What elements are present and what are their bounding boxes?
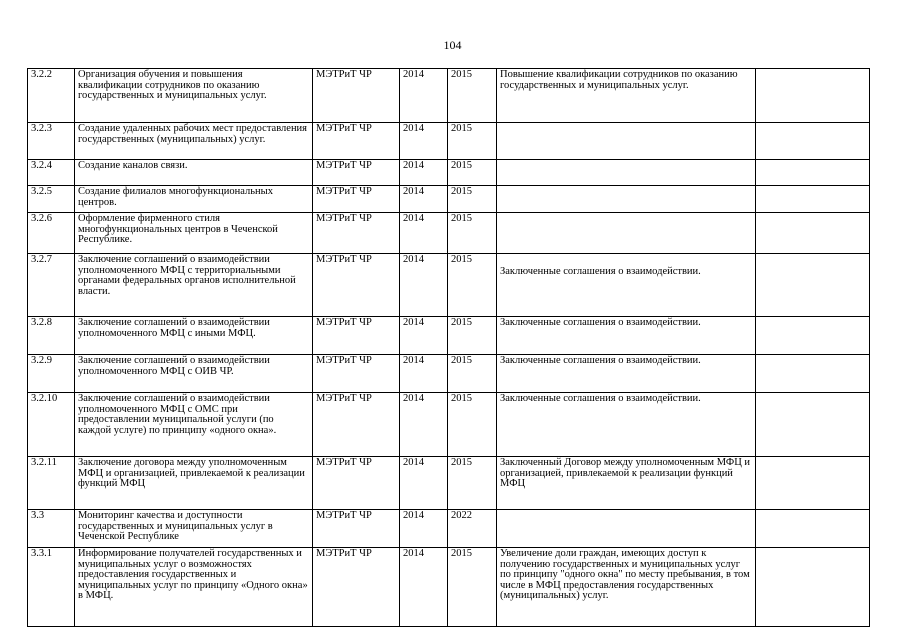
result-cell bbox=[497, 213, 756, 254]
table-row bbox=[28, 510, 870, 548]
table-row bbox=[28, 213, 870, 254]
executor-cell: МЭТРиТ ЧР bbox=[313, 160, 400, 186]
activity-name-cell: Информирование получателей государственных и муниципальных услуг о возможностях предоставления государственных и муниципальных услуг по принципу «Одного окна» в МФЦ. bbox=[75, 548, 313, 627]
result-cell: Увеличение доли граждан, имеющих доступ к получению государственных и муниципальных услуг по принципу "одного окна" по месту пребывания, в том числе в МФЦ предоставления государственных (муниципальных) услуг. bbox=[497, 548, 756, 627]
end-year-cell: 2015 bbox=[448, 254, 497, 317]
result-cell: Заключенные соглашения о взаимодействии. bbox=[497, 317, 756, 355]
result-cell: Заключенные соглашения о взаимодействии. bbox=[497, 393, 756, 457]
extra-cell bbox=[756, 393, 870, 457]
result-cell bbox=[497, 186, 756, 213]
end-year-cell: 2015 bbox=[448, 69, 497, 123]
activity-name-cell: Заключение договора между уполномоченным МФЦ и организацией, привлекаемой к реализации функций МФЦ bbox=[75, 457, 313, 510]
extra-cell bbox=[756, 160, 870, 186]
extra-cell bbox=[756, 254, 870, 317]
executor-cell: МЭТРиТ ЧР bbox=[313, 254, 400, 317]
row-number-cell: 3.2.10 bbox=[28, 393, 75, 457]
executor-cell: МЭТРиТ ЧР bbox=[313, 457, 400, 510]
plan-table bbox=[27, 68, 870, 627]
row-number-cell: 3.2.7 bbox=[28, 254, 75, 317]
row-number-cell: 3.2.4 bbox=[28, 160, 75, 186]
table-row bbox=[28, 186, 870, 213]
row-number-cell: 3.2.5 bbox=[28, 186, 75, 213]
result-cell: Заключенный Договор между уполномоченным МФЦ и организацией, привлекаемой к реализации функций МФЦ bbox=[497, 457, 756, 510]
start-year-cell: 2014 bbox=[400, 160, 448, 186]
end-year-cell: 2015 bbox=[448, 457, 497, 510]
end-year-cell: 2015 bbox=[448, 317, 497, 355]
extra-cell bbox=[756, 457, 870, 510]
activity-name-cell: Создание удаленных рабочих мест предоставления государственных (муниципальных) услуг. bbox=[75, 123, 313, 160]
activity-name-cell: Заключение соглашений о взаимодействии уполномоченного МФЦ с ОМС при предоставлении муниципальной услуги (по каждой услуге) по принципу «одного окна». bbox=[75, 393, 313, 457]
start-year-cell: 2014 bbox=[400, 548, 448, 627]
activity-name-cell: Мониторинг качества и доступности государственных и муниципальных услуг в Чеченской Республике bbox=[75, 510, 313, 548]
activity-name-cell: Заключение соглашений о взаимодействии уполномоченного МФЦ с территориальными органами федеральных органов исполнительной власти. bbox=[75, 254, 313, 317]
result-cell bbox=[497, 160, 756, 186]
extra-cell bbox=[756, 548, 870, 627]
table-row bbox=[28, 160, 870, 186]
executor-cell: МЭТРиТ ЧР bbox=[313, 213, 400, 254]
extra-cell bbox=[756, 355, 870, 393]
table-row bbox=[28, 69, 870, 123]
result-cell bbox=[497, 510, 756, 548]
activity-name-cell: Создание филиалов многофункциональных центров. bbox=[75, 186, 313, 213]
table-row bbox=[28, 254, 870, 317]
executor-cell: МЭТРиТ ЧР bbox=[313, 69, 400, 123]
end-year-cell: 2015 bbox=[448, 355, 497, 393]
start-year-cell: 2014 bbox=[400, 123, 448, 160]
page-number: 104 bbox=[443, 38, 462, 52]
start-year-cell: 2014 bbox=[400, 186, 448, 213]
row-number-cell: 3.2.3 bbox=[28, 123, 75, 160]
result-text: Заключенные соглашения о взаимодействии. bbox=[500, 266, 701, 277]
end-year-cell: 2015 bbox=[448, 213, 497, 254]
row-number-cell: 3.2.11 bbox=[28, 457, 75, 510]
start-year-cell: 2014 bbox=[400, 393, 448, 457]
executor-cell: МЭТРиТ ЧР bbox=[313, 123, 400, 160]
activity-name-cell: Оформление фирменного стиля многофункциональных центров в Чеченской Республике. bbox=[75, 213, 313, 254]
table-row bbox=[28, 457, 870, 510]
executor-cell: МЭТРиТ ЧР bbox=[313, 355, 400, 393]
activity-name-cell: Создание каналов связи. bbox=[75, 160, 313, 186]
extra-cell bbox=[756, 510, 870, 548]
executor-cell: МЭТРиТ ЧР bbox=[313, 548, 400, 627]
row-number-cell: 3.2.6 bbox=[28, 213, 75, 254]
start-year-cell: 2014 bbox=[400, 457, 448, 510]
end-year-cell: 2015 bbox=[448, 393, 497, 457]
plan-table-body bbox=[28, 69, 870, 627]
extra-cell bbox=[756, 186, 870, 213]
end-year-cell: 2015 bbox=[448, 123, 497, 160]
activity-name-cell: Заключение соглашений о взаимодействии уполномоченного МФЦ с иными МФЦ. bbox=[75, 317, 313, 355]
start-year-cell: 2014 bbox=[400, 213, 448, 254]
table-row bbox=[28, 393, 870, 457]
row-number-cell: 3.2.2 bbox=[28, 69, 75, 123]
row-number-cell: 3.3.1 bbox=[28, 548, 75, 627]
executor-cell: МЭТРиТ ЧР bbox=[313, 510, 400, 548]
executor-cell: МЭТРиТ ЧР bbox=[313, 393, 400, 457]
end-year-cell: 2015 bbox=[448, 186, 497, 213]
table-row bbox=[28, 355, 870, 393]
result-cell: Заключенные соглашения о взаимодействии. bbox=[497, 355, 756, 393]
extra-cell bbox=[756, 123, 870, 160]
row-number-cell: 3.2.9 bbox=[28, 355, 75, 393]
row-number-cell: 3.3 bbox=[28, 510, 75, 548]
row-number-cell: 3.2.8 bbox=[28, 317, 75, 355]
start-year-cell: 2014 bbox=[400, 69, 448, 123]
activity-name-cell: Организация обучения и повышения квалификации сотрудников по оказанию государственных и муниципальных услуг. bbox=[75, 69, 313, 123]
end-year-cell: 2022 bbox=[448, 510, 497, 548]
activity-name-cell: Заключение соглашений о взаимодействии уполномоченного МФЦ с ОИВ ЧР. bbox=[75, 355, 313, 393]
table-row bbox=[28, 317, 870, 355]
start-year-cell: 2014 bbox=[400, 317, 448, 355]
extra-cell bbox=[756, 213, 870, 254]
end-year-cell: 2015 bbox=[448, 548, 497, 627]
result-cell bbox=[497, 123, 756, 160]
executor-cell: МЭТРиТ ЧР bbox=[313, 186, 400, 213]
table-row bbox=[28, 123, 870, 160]
result-cell: Повышение квалификации сотрудников по оказанию государственных и муниципальных услуг. bbox=[497, 69, 756, 123]
start-year-cell: 2014 bbox=[400, 355, 448, 393]
result-cell bbox=[497, 254, 756, 317]
start-year-cell: 2014 bbox=[400, 254, 448, 317]
extra-cell bbox=[756, 69, 870, 123]
table-row bbox=[28, 548, 870, 627]
end-year-cell: 2015 bbox=[448, 160, 497, 186]
extra-cell bbox=[756, 317, 870, 355]
executor-cell: МЭТРиТ ЧР bbox=[313, 317, 400, 355]
start-year-cell: 2014 bbox=[400, 510, 448, 548]
